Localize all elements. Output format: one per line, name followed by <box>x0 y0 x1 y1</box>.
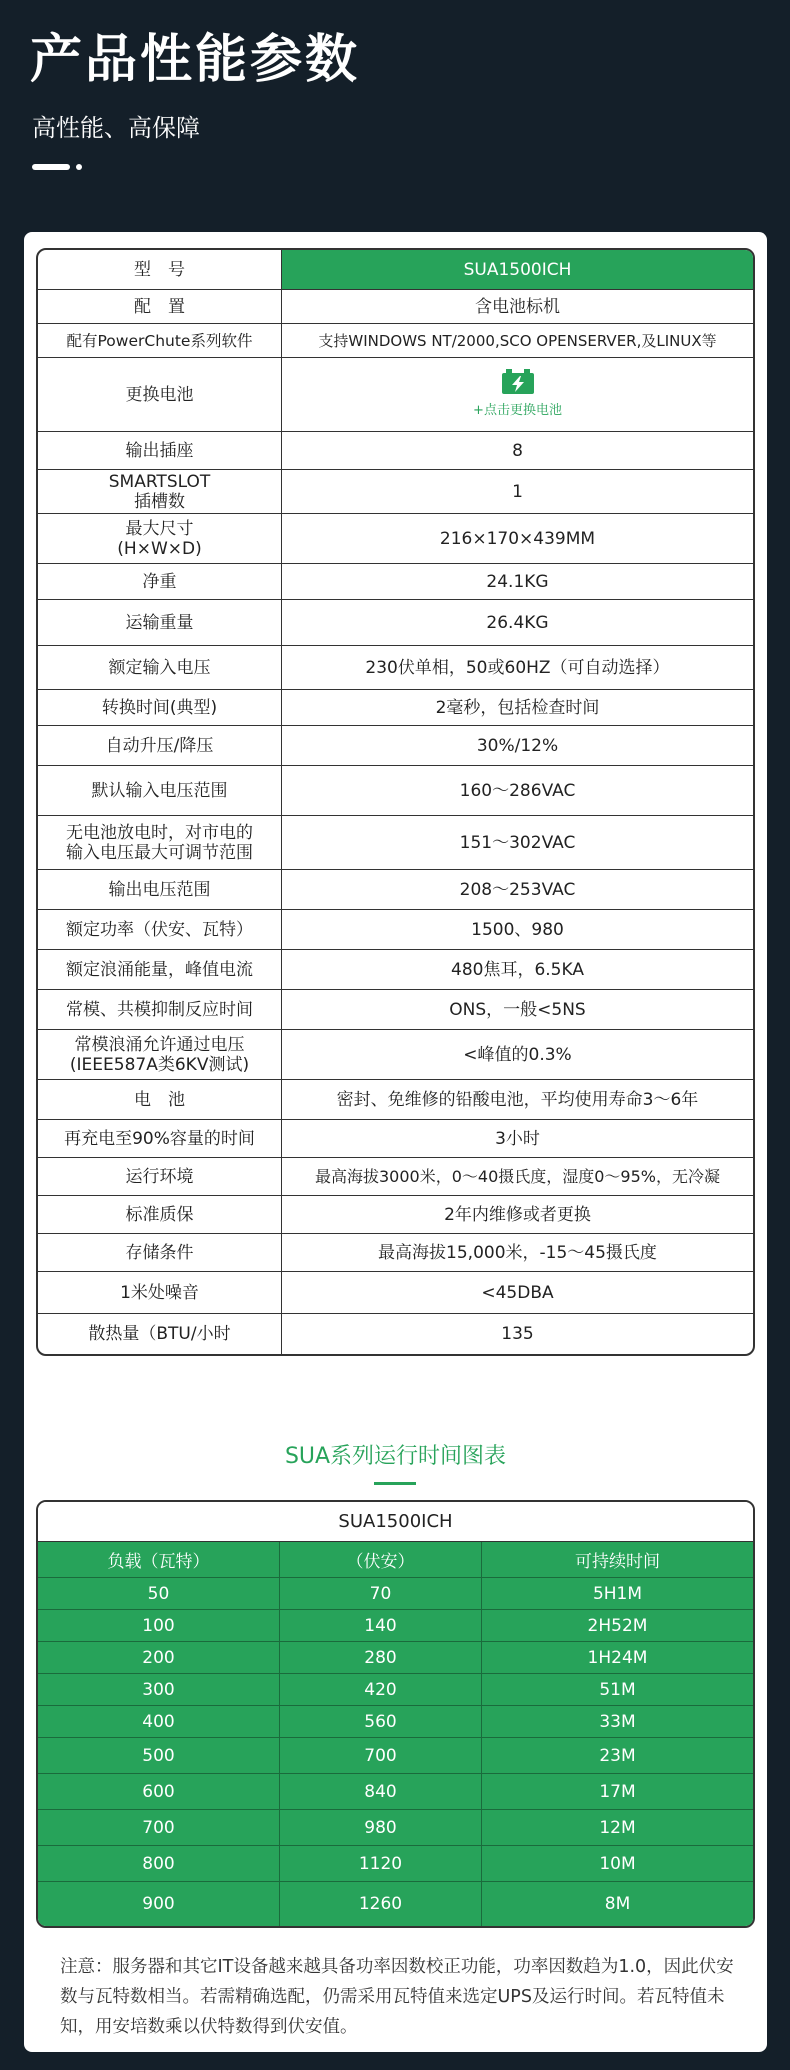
spec-row <box>38 1158 753 1196</box>
spec-row <box>38 432 753 470</box>
runtime-row <box>38 1610 753 1642</box>
spec-value: 216×170×439MM <box>439 528 596 549</box>
spec-label: 电 池 <box>38 1080 282 1119</box>
runtime-row <box>38 1774 753 1810</box>
spec-value: 8 <box>512 440 523 461</box>
content-card <box>24 232 767 2052</box>
runtime-cell: 70 <box>280 1578 482 1609</box>
spec-value: 151～302VAC <box>459 832 576 853</box>
spec-label: 1米处噪音 <box>38 1272 282 1313</box>
spec-row <box>38 1314 753 1354</box>
page-header <box>0 0 790 240</box>
spec-label: 自动升压/降压 <box>38 726 282 765</box>
spec-value: 208～253VAC <box>459 879 576 900</box>
spec-value: <峰值的0.3% <box>463 1044 572 1065</box>
runtime-cell: 400 <box>38 1706 280 1737</box>
runtime-cell: 700 <box>280 1738 482 1773</box>
runtime-row <box>38 1846 753 1882</box>
spec-label: 再充电至90%容量的时间 <box>38 1120 282 1157</box>
runtime-cell: 2H52M <box>587 1615 648 1636</box>
footnote: 注意：服务器和其它IT设备越来越具备功率因数校正功能，功率因数趋为1.0，因此伏安数与瓦特数相当。若需精确选配，仍需采用瓦特值来选定UPS及运行时间。若瓦特值未知，用安培数乘以伏特数得到伏安值。 <box>60 1957 734 2037</box>
spec-value: 最高海拔3000米，0～40摄氏度，湿度0～95%，无冷凝 <box>314 1166 720 1186</box>
runtime-cell: 51M <box>599 1679 636 1700</box>
spec-label: 散热量（BTU/小时 <box>38 1314 282 1354</box>
spec-label: 运行环境 <box>38 1158 282 1195</box>
runtime-cell: 33M <box>599 1711 636 1732</box>
spec-row <box>38 324 753 358</box>
spec-value: 160～286VAC <box>459 780 576 801</box>
spec-row <box>38 1272 753 1314</box>
battery-charge-icon <box>501 369 535 395</box>
runtime-header-cell: 可持续时间 <box>575 1552 660 1572</box>
spec-value: SUA1500ICH <box>282 250 753 289</box>
runtime-cell: 500 <box>38 1738 280 1773</box>
spec-value: 480焦耳，6.5KA <box>451 959 584 980</box>
runtime-cell: 600 <box>38 1774 280 1809</box>
runtime-cell: 420 <box>280 1674 482 1705</box>
runtime-row <box>38 1706 753 1738</box>
runtime-cell: 200 <box>38 1642 280 1673</box>
runtime-cell: 1260 <box>280 1882 482 1926</box>
spec-row <box>38 1120 753 1158</box>
runtime-cell: 900 <box>38 1882 280 1926</box>
spec-label: 额定功率（伏安、瓦特） <box>38 910 282 949</box>
spec-label: 额定浪涌能量，峰值电流 <box>38 950 282 989</box>
page-subtitle: 高性能、高保障 <box>32 114 200 142</box>
spec-label: 无电池放电时，对市电的 输入电压最大可调节范围 <box>38 816 282 869</box>
spec-label: 存储条件 <box>38 1234 282 1271</box>
runtime-cell: 1120 <box>280 1846 482 1881</box>
spec-row <box>38 1196 753 1234</box>
runtime-cell: 12M <box>599 1817 636 1838</box>
spec-label: 输出插座 <box>38 432 282 469</box>
runtime-cell: 140 <box>280 1610 482 1641</box>
spec-value: 含电池标机 <box>475 296 560 317</box>
runtime-cell: 1H24M <box>587 1647 648 1668</box>
spec-label: 常模浪涌允许通过电压 (IEEE587A类6KV测试) <box>38 1030 282 1079</box>
replace-battery-link[interactable]: +点击更换电池 <box>473 402 562 418</box>
spec-label: 净重 <box>38 564 282 599</box>
runtime-section-underline <box>374 1482 416 1485</box>
spec-label: 配 置 <box>38 290 282 323</box>
spec-row <box>38 1234 753 1272</box>
runtime-row <box>38 1578 753 1610</box>
spec-label: 常模、共模抑制反应时间 <box>38 990 282 1029</box>
runtime-table-body <box>38 1542 753 1926</box>
spec-label: SMARTSLOT 插槽数 <box>38 470 282 513</box>
spec-value: 2年内维修或者更换 <box>444 1204 591 1225</box>
spec-row <box>38 690 753 726</box>
runtime-cell: 23M <box>599 1745 636 1766</box>
spec-label: 配有PowerChute系列软件 <box>38 324 282 357</box>
title-underline-dot <box>76 164 82 170</box>
spec-row <box>38 990 753 1030</box>
runtime-cell: 50 <box>38 1578 280 1609</box>
spec-label: 最大尺寸 (H×W×D) <box>38 514 282 563</box>
spec-value: 密封、免维修的铅酸电池，平均使用寿命3～6年 <box>336 1089 699 1110</box>
runtime-cell: 5H1M <box>592 1583 643 1604</box>
spec-value: <45DBA <box>481 1282 554 1303</box>
spec-value: 2毫秒，包括检查时间 <box>435 697 600 718</box>
runtime-row <box>38 1642 753 1674</box>
runtime-section-title: SUA系列运行时间图表 <box>284 1444 507 1469</box>
spec-row <box>38 1030 753 1080</box>
runtime-cell: 10M <box>599 1853 636 1874</box>
runtime-cell: 800 <box>38 1846 280 1881</box>
runtime-cell: 280 <box>280 1642 482 1673</box>
spec-value: 135 <box>501 1324 534 1344</box>
spec-row <box>38 1080 753 1120</box>
runtime-header-cell: 负载（瓦特） <box>38 1542 280 1577</box>
runtime-table <box>36 1500 755 1928</box>
runtime-header-row <box>38 1542 753 1578</box>
runtime-cell: 17M <box>599 1781 636 1802</box>
spec-value: ONS，一般<5NS <box>449 999 586 1020</box>
spec-row <box>38 564 753 600</box>
spec-value: 230伏单相，50或60HZ（可自动选择） <box>365 657 670 678</box>
spec-label: 更换电池 <box>38 358 282 431</box>
spec-row <box>38 600 753 646</box>
runtime-cell: 300 <box>38 1674 280 1705</box>
spec-row <box>38 358 753 432</box>
runtime-cell: 700 <box>38 1810 280 1845</box>
spec-value: 1500、980 <box>471 919 564 940</box>
spec-row <box>38 250 753 290</box>
spec-value: 最高海拔15,000米，-15～45摄氏度 <box>378 1242 657 1263</box>
spec-label: 标准质保 <box>38 1196 282 1233</box>
runtime-model: SUA1500ICH <box>38 1502 753 1542</box>
runtime-row <box>38 1674 753 1706</box>
spec-value: 3小时 <box>495 1128 540 1149</box>
spec-value: 26.4KG <box>486 612 549 633</box>
spec-row <box>38 514 753 564</box>
runtime-row <box>38 1882 753 1926</box>
spec-table <box>36 248 755 1356</box>
spec-label: 默认输入电压范围 <box>38 766 282 815</box>
spec-label: 输出电压范围 <box>38 870 282 909</box>
spec-row <box>38 470 753 514</box>
spec-row <box>38 870 753 910</box>
runtime-cell: 840 <box>280 1774 482 1809</box>
runtime-row <box>38 1738 753 1774</box>
spec-label: 型 号 <box>38 250 282 289</box>
battery-replace-cell <box>282 358 753 431</box>
runtime-header-cell: （伏安） <box>280 1542 482 1577</box>
spec-label: 运输重量 <box>38 600 282 645</box>
runtime-cell: 980 <box>280 1810 482 1845</box>
spec-row <box>38 766 753 816</box>
page-title: 产品性能参数 <box>30 30 361 90</box>
spec-value: 1 <box>512 481 523 502</box>
spec-row <box>38 290 753 324</box>
runtime-cell: 100 <box>38 1610 280 1641</box>
spec-value: 支持WINDOWS NT/2000,SCO OPENSERVER,及LINUX等 <box>318 331 717 350</box>
spec-value: 30%/12% <box>476 735 559 756</box>
runtime-cell: 8M <box>604 1894 631 1914</box>
runtime-cell: 560 <box>280 1706 482 1737</box>
spec-row <box>38 646 753 690</box>
spec-row <box>38 816 753 870</box>
spec-label: 转换时间(典型) <box>38 690 282 725</box>
spec-row <box>38 950 753 990</box>
spec-row <box>38 910 753 950</box>
runtime-row <box>38 1810 753 1846</box>
spec-value: 24.1KG <box>486 571 549 592</box>
title-underline-dash <box>32 164 70 170</box>
spec-row <box>38 726 753 766</box>
spec-label: 额定输入电压 <box>38 646 282 689</box>
